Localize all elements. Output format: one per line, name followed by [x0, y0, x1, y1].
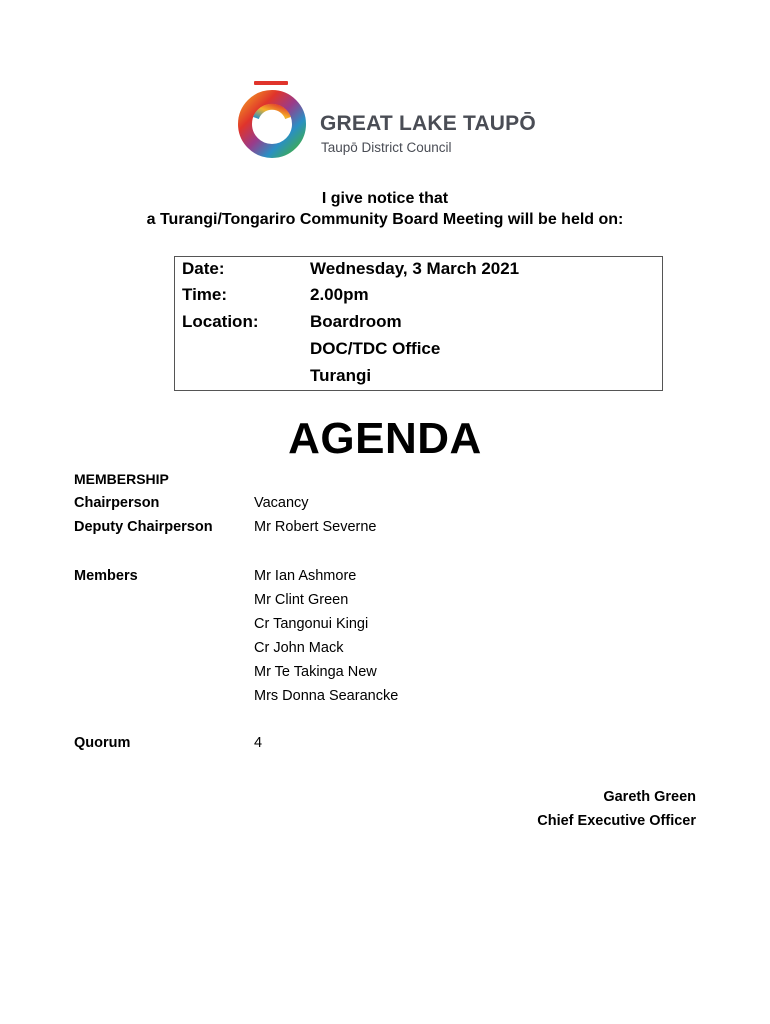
notice-line-2: a Turangi/Tongariro Community Board Meeting will be held on:: [146, 211, 624, 228]
member-name: Cr Tangonui Kingi: [254, 616, 369, 632]
date-label: Date:: [182, 259, 225, 278]
signoff-name: Gareth Green: [603, 789, 696, 805]
members-label: Members: [74, 568, 138, 584]
member-name: Mrs Donna Searancke: [254, 688, 399, 704]
lake-ring-logo-icon: [236, 78, 308, 164]
deputy-chairperson-value: Mr Robert Severne: [254, 519, 377, 535]
member-name: Mr Ian Ashmore: [254, 568, 357, 584]
membership-heading: MEMBERSHIP: [74, 471, 169, 487]
deputy-chairperson-label: Deputy Chairperson: [74, 519, 213, 535]
date-value: Wednesday, 3 March 2021: [310, 259, 520, 278]
chairperson-value: Vacancy: [254, 495, 309, 511]
location-line: Turangi: [310, 366, 372, 385]
location-label: Location:: [182, 312, 259, 331]
notice-line-1: I give notice that: [321, 190, 449, 207]
org-name: GREAT LAKE TAUPŌ: [320, 112, 536, 135]
council-logo: [236, 78, 546, 164]
member-name: Cr John Mack: [254, 640, 344, 656]
quorum-label: Quorum: [74, 735, 131, 751]
time-value: 2.00pm: [310, 285, 369, 304]
member-name: Mr Clint Green: [254, 592, 349, 608]
quorum-value: 4: [254, 735, 263, 751]
location-line: Boardroom: [310, 312, 402, 331]
org-subtitle: Taupō District Council: [321, 140, 452, 155]
agenda-title: AGENDA: [288, 414, 482, 463]
member-name: Mr Te Takinga New: [254, 664, 377, 680]
signoff-title: Chief Executive Officer: [537, 813, 696, 829]
time-label: Time:: [182, 285, 228, 304]
location-line: DOC/TDC Office: [310, 339, 441, 358]
meeting-details-box: [174, 256, 663, 391]
chairperson-label: Chairperson: [74, 495, 160, 511]
